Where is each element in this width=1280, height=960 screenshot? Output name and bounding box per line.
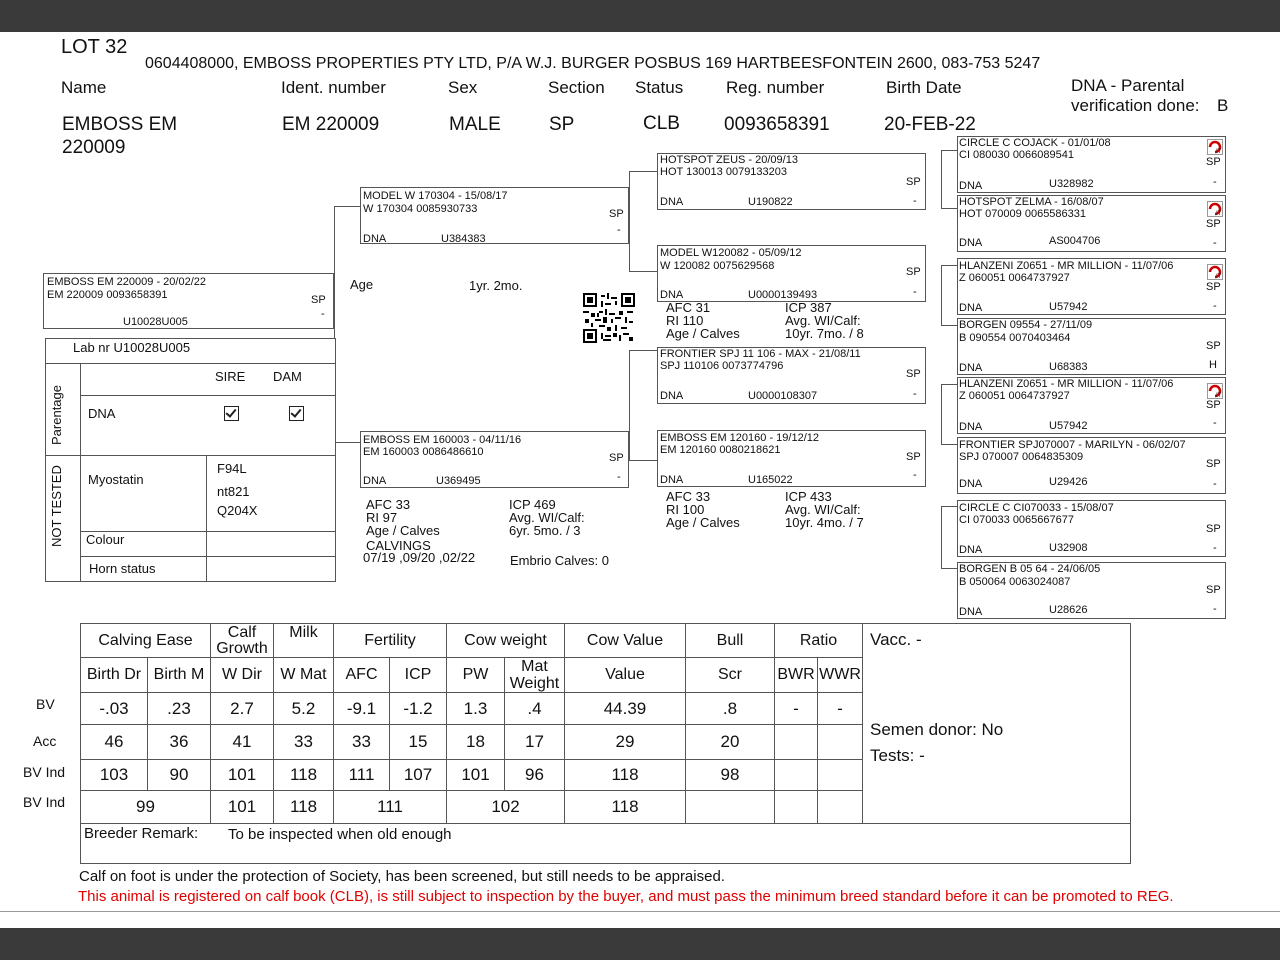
tests-note: Tests: -: [870, 746, 925, 765]
connector-line: [941, 208, 957, 209]
bv-ind-cell: 90: [148, 760, 211, 791]
group-bull: Bull: [686, 624, 775, 658]
embrio-calves: Embrio Calves: 0: [510, 553, 609, 568]
lot-number: LOT 32: [61, 36, 128, 58]
gen3-dna-label: DNA: [959, 606, 983, 618]
group-calf-growth: Calf Growth: [211, 624, 274, 658]
dam-section: SP: [609, 452, 624, 464]
label-dna-verification: verification done:: [1071, 96, 1200, 115]
bv-ind-combined-cell: 102: [447, 791, 565, 824]
label-ident: Ident. number: [281, 78, 386, 97]
gen3-card: [957, 500, 1226, 557]
gen3-id: CI 070033 0065667677: [959, 514, 1074, 526]
footer-divider: [0, 911, 1280, 912]
dna-row-label: DNA: [88, 406, 116, 421]
gen2-id: W 120082 0075629568: [660, 260, 775, 272]
label-status: Status: [635, 78, 684, 97]
bv-ind-cell: 98: [686, 760, 775, 791]
bv-ind-cell: 118: [565, 760, 686, 791]
connector-line: [334, 442, 360, 443]
connector-line: [941, 506, 942, 568]
sub-scr: Scr: [686, 658, 775, 693]
gen3-dash: -: [1213, 176, 1217, 188]
row-label-bv-ind: BV Ind: [23, 764, 66, 780]
gen3-title: HOTSPOT ZELMA - 16/08/07: [959, 196, 1104, 208]
connector-line: [629, 171, 630, 271]
gen3-section: SP: [1206, 281, 1221, 293]
gen3-id: B 090554 0070403464: [959, 332, 1071, 344]
gen3-title: HLANZENI Z0651 - MR MILLION - 11/07/06: [959, 260, 1174, 272]
connector-line: [941, 265, 942, 325]
gen2-age-calves-value: 10yr. 4mo. / 7: [785, 515, 864, 530]
bv-cell: .23: [148, 693, 211, 725]
bv-ind-combined-cell: 99: [81, 791, 211, 824]
gen2-afc: AFC 31: [666, 300, 711, 315]
dam-pedigree-card: [360, 431, 629, 488]
dam-avg-wi: Avg. WI/Calf:: [509, 510, 585, 525]
svg-text:IT: IT: [1216, 149, 1222, 155]
label-sex: Sex: [448, 78, 478, 97]
gen3-dash: -: [1213, 603, 1217, 615]
gen3-dna-label: DNA: [959, 237, 983, 249]
gen2-id: SPJ 110106 0073774796: [660, 360, 784, 372]
gen3-dna-code: U28626: [1049, 604, 1088, 616]
gen2-id: EM 120160 0080218621: [660, 444, 781, 456]
animal-card-section: SP: [311, 294, 326, 306]
bv-ind-cell: 118: [274, 760, 334, 791]
breeder-remark-row: [81, 824, 1131, 864]
gen2-title: EMBOSS EM 120160 - 19/12/12: [660, 432, 819, 444]
gen3-card: [957, 562, 1226, 619]
gen3-dash: -: [1213, 300, 1217, 312]
sub-value: Value: [565, 658, 686, 693]
connector-line: [629, 350, 630, 460]
svg-text:IT: IT: [1216, 211, 1222, 217]
breeder-remark-label: Breeder Remark:: [84, 825, 199, 842]
gen2-section: SP: [906, 176, 921, 188]
dam-ri: RI 97: [366, 510, 398, 525]
gen2-dna-code: U165022: [748, 474, 793, 486]
bv-ind-cell: [818, 760, 863, 791]
performance-table: [80, 623, 1131, 864]
gen2-ri: RI 100: [666, 502, 705, 517]
clb-warning: This animal is registered on calf book (CLB), is still subject to inspection by the buyer, and must pass the minimum breed standard before it can be promoted to REG.: [78, 888, 1174, 905]
acc-cell: 41: [211, 725, 274, 760]
sub-afc: AFC: [334, 658, 390, 693]
gen2-dna-code: U0000139493: [748, 289, 818, 301]
sub-w-dir: W Dir: [211, 658, 274, 693]
label-dna-parental: DNA - Parental: [1071, 76, 1185, 95]
animal-card-code: U10028U005: [123, 316, 188, 328]
sub-wwr: WWR: [818, 658, 863, 693]
bottom-bar: [0, 928, 1280, 960]
bv-ind-cell: 96: [505, 760, 565, 791]
gen3-dna-label: DNA: [959, 478, 983, 490]
gen3-dna-code: AS004706: [1049, 235, 1101, 247]
gen3-title: CIRCLE C COJACK - 01/01/08: [959, 137, 1111, 149]
bv-ind-combined-cell: 118: [565, 791, 686, 824]
bv-cell: 5.2: [274, 693, 334, 725]
parentage-label: Parentage: [49, 385, 64, 445]
gen3-dna-code: U68383: [1049, 361, 1088, 373]
gen3-dna-code: U32908: [1049, 542, 1088, 554]
connector-line: [941, 384, 942, 444]
group-cow-value: Cow Value: [565, 624, 686, 658]
gen2-dna-label: DNA: [660, 390, 684, 402]
bv-ind-combined-cell: [686, 791, 775, 824]
gen3-card: [957, 437, 1226, 494]
bv-cell: -1.2: [390, 693, 447, 725]
birth-value: 20-FEB-22: [884, 114, 976, 135]
gen3-dash: -: [1213, 478, 1217, 490]
gen2-title: FRONTIER SPJ 11 106 - MAX - 21/08/11: [660, 348, 861, 360]
dam-dna-code: U369495: [436, 475, 481, 487]
gen2-dna-code: U190822: [748, 196, 793, 208]
connector-line: [941, 384, 957, 385]
gen3-section: SP: [1206, 156, 1221, 168]
label-birth: Birth Date: [886, 78, 962, 97]
myostatin-f94l: F94L: [217, 461, 247, 476]
gen3-dash: -: [1213, 542, 1217, 554]
gen3-section: SP: [1206, 458, 1221, 470]
appraisal-note: Calf on foot is under the protection of Society, has been screened, but still needs to be appraised.: [79, 868, 725, 885]
myostatin-label: Myostatin: [88, 472, 144, 487]
colour-label: Colour: [86, 532, 125, 547]
bv-ind-cell: 103: [81, 760, 148, 791]
gen3-id: SPJ 070007 0064835309: [959, 451, 1084, 463]
gen3-card: [957, 195, 1226, 252]
gen3-id: Z 060051 0064737927: [959, 390, 1070, 402]
gen3-dna-label: DNA: [959, 421, 983, 433]
gen2-id: HOT 130013 0079133203: [660, 166, 788, 178]
bv-cell: .4: [505, 693, 565, 725]
acc-cell: 29: [565, 725, 686, 760]
sub-mat-weight: Mat Weight: [505, 658, 565, 693]
top-bar: [0, 0, 1280, 32]
age-value: 1yr. 2mo.: [469, 278, 523, 293]
sub-birth-dr: Birth Dr: [81, 658, 148, 693]
age-label: Age: [350, 277, 374, 292]
sub-w-mat: W Mat: [274, 658, 334, 693]
dam-title: EMBOSS EM 160003 - 04/11/16: [363, 434, 522, 446]
connector-line: [941, 150, 957, 151]
dam-dna-label: DNA: [363, 475, 387, 487]
gen2-afc: AFC 33: [666, 489, 711, 504]
animal-name-line1: EMBOSS EM: [62, 114, 178, 135]
group-fertility: Fertility: [334, 624, 447, 658]
acc-cell: 33: [274, 725, 334, 760]
bv-ind-cell: 107: [390, 760, 447, 791]
animal-card-id: EM 220009 0093658391: [47, 289, 168, 301]
gen3-id: CI 080030 0066089541: [959, 149, 1074, 161]
gen2-section: SP: [906, 451, 921, 463]
sire-dna-checkbox[interactable]: [224, 406, 239, 421]
sire-dna-code: U384383: [441, 233, 486, 245]
bv-cell: -.03: [81, 693, 148, 725]
gen2-dash: -: [913, 469, 917, 481]
gen3-section: SP: [1206, 584, 1221, 596]
notes-cell: [863, 624, 1131, 824]
bv-cell: -9.1: [334, 693, 390, 725]
not-tested-label: NOT TESTED: [49, 465, 64, 547]
gen3-card: [957, 136, 1226, 193]
connector-line: [629, 460, 657, 461]
svg-text:IT: IT: [1216, 393, 1222, 399]
bv-ind-combined-cell: 118: [274, 791, 334, 824]
gen2-dash: -: [913, 195, 917, 207]
dam-dash: -: [617, 471, 621, 483]
dam-afc: AFC 33: [366, 497, 411, 512]
animal-name-line2: 220009: [62, 137, 126, 158]
gen3-dna-code: U328982: [1049, 178, 1094, 190]
semen-donor-note: Semen donor: No: [870, 720, 1004, 739]
dam-dna-checkbox[interactable]: [289, 406, 304, 421]
gen3-title: FRONTIER SPJ070007 - MARILYN - 06/02/07: [959, 439, 1186, 451]
bv-ind-combined-cell: [775, 791, 818, 824]
gen3-id: Z 060051 0064737927: [959, 272, 1070, 284]
gen2-dna-label: DNA: [660, 196, 684, 208]
group-ratio: Ratio: [775, 624, 863, 658]
bv-ind-cell: 101: [211, 760, 274, 791]
connector-line: [941, 444, 957, 445]
gen2-dna-label: DNA: [660, 289, 684, 301]
acc-cell: 20: [686, 725, 775, 760]
breeder-remark-text: To be inspected when old enough: [228, 826, 452, 843]
sire-column-label: SIRE: [215, 369, 246, 384]
gen2-section: SP: [906, 368, 921, 380]
bv-ind-combined-cell: 111: [334, 791, 447, 824]
horn-status-label: Horn status: [89, 561, 156, 576]
acc-cell: 15: [390, 725, 447, 760]
label-reg: Reg. number: [726, 78, 825, 97]
gen3-section: SP: [1206, 399, 1221, 411]
acc-cell: 33: [334, 725, 390, 760]
breed-society-logo-icon: [1207, 201, 1223, 217]
ident-value: EM 220009: [282, 114, 380, 135]
paternal-granddam-card: [657, 245, 926, 302]
gen2-icp: ICP 433: [785, 489, 832, 504]
acc-cell: [818, 725, 863, 760]
gen2-dash: -: [913, 286, 917, 298]
calving-dates: 07/19 ,09/20 ,02/22: [363, 550, 476, 565]
vaccination-note: Vacc. -: [870, 630, 922, 649]
maternal-grandsire-card: [657, 347, 926, 404]
gen3-id: B 050064 0063024087: [959, 576, 1071, 588]
acc-cell: [775, 725, 818, 760]
connector-line: [941, 150, 942, 208]
animal-pedigree-card: [43, 273, 334, 329]
row-label-acc: Acc: [33, 733, 57, 749]
sire-pedigree-card: [360, 187, 629, 244]
bv-cell: -: [775, 693, 818, 725]
breed-society-logo-icon: [1207, 264, 1223, 280]
gen2-title: HOTSPOT ZEUS - 20/09/13: [660, 154, 798, 166]
label-section: Section: [548, 78, 605, 97]
bv-cell: .8: [686, 693, 775, 725]
gen3-dna-code: U29426: [1049, 476, 1088, 488]
maternal-granddam-card: [657, 430, 926, 487]
gen3-title: HLANZENI Z0651 - MR MILLION - 11/07/06: [959, 378, 1174, 390]
myostatin-q204x: Q204X: [217, 503, 258, 518]
gen2-age-calves-label: Age / Calves: [666, 326, 740, 341]
gen2-icp: ICP 387: [785, 300, 832, 315]
bv-ind-cell: [775, 760, 818, 791]
row-label-bv-ind-combined: BV Ind: [23, 794, 66, 810]
gen3-dna-label: DNA: [959, 302, 983, 314]
dam-id: EM 160003 0086486610: [363, 446, 484, 458]
gen3-card: [957, 377, 1226, 434]
acc-cell: 18: [447, 725, 505, 760]
group-calving-ease: Calving Ease: [81, 624, 211, 658]
calvings-label: CALVINGS: [366, 538, 431, 553]
connector-line: [629, 171, 657, 172]
sire-dna-label: DNA: [363, 233, 387, 245]
dna-verification-value: B: [1217, 96, 1229, 115]
sub-icp: ICP: [390, 658, 447, 693]
svg-text:IT: IT: [1216, 274, 1222, 280]
gen3-section: SP: [1206, 218, 1221, 230]
bv-ind-combined-cell: [818, 791, 863, 824]
acc-cell: 36: [148, 725, 211, 760]
gen3-dash: -: [1213, 417, 1217, 429]
acc-cell: 17: [505, 725, 565, 760]
breed-society-logo-icon: [1207, 139, 1223, 155]
sex-value: MALE: [449, 114, 501, 135]
myostatin-nt821: nt821: [217, 484, 250, 499]
gen3-card: [957, 318, 1226, 375]
lab-results-panel: [45, 338, 336, 582]
status-value: CLB: [643, 113, 680, 134]
gen3-dna-code: U57942: [1049, 420, 1088, 432]
gen2-avg-wi: Avg. WI/Calf:: [785, 502, 861, 517]
group-milk: Milk: [274, 624, 334, 658]
section-value: SP: [549, 114, 575, 135]
gen2-dna-label: DNA: [660, 474, 684, 486]
gen2-dna-code: U0000108307: [748, 390, 818, 402]
gen3-section: SP: [1206, 523, 1221, 535]
breed-society-logo-icon: [1207, 383, 1223, 399]
sub-pw: PW: [447, 658, 505, 693]
dam-age-calves-value: 6yr. 5mo. / 3: [509, 523, 581, 538]
gen3-dna-label: DNA: [959, 362, 983, 374]
sire-id: W 170304 0085930733: [363, 203, 478, 215]
sire-dash: -: [617, 224, 621, 236]
gen2-dash: -: [913, 388, 917, 400]
bv-cell: 2.7: [211, 693, 274, 725]
gen3-dna-code: U57942: [1049, 301, 1088, 313]
connector-line: [334, 206, 360, 207]
lab-number: Lab nr U10028U005: [73, 340, 191, 355]
gen2-ri: RI 110: [666, 313, 704, 328]
gen2-title: MODEL W120082 - 05/09/12: [660, 247, 802, 259]
connector-line: [941, 325, 957, 326]
connector-line: [629, 350, 657, 351]
acc-cell: 46: [81, 725, 148, 760]
sire-title: MODEL W 170304 - 15/08/17: [363, 190, 508, 202]
gen3-horn-code: H: [1209, 359, 1217, 371]
gen2-age-calves-label: Age / Calves: [666, 515, 740, 530]
row-label-bv: BV: [36, 696, 55, 712]
label-name: Name: [61, 78, 107, 97]
gen3-title: CIRCLE C CI070033 - 15/08/07: [959, 502, 1114, 514]
bv-ind-combined-cell: 101: [211, 791, 274, 824]
dam-icp: ICP 469: [509, 497, 556, 512]
gen3-dash: -: [1213, 237, 1217, 249]
animal-card-dash: -: [321, 308, 325, 320]
reg-value: 0093658391: [724, 114, 830, 135]
qr-code: [583, 293, 635, 343]
connector-line: [941, 506, 957, 507]
gen3-dna-label: DNA: [959, 544, 983, 556]
animal-card-title: EMBOSS EM 220009 - 20/02/22: [47, 276, 206, 288]
gen3-dna-label: DNA: [959, 180, 983, 192]
connector-line: [941, 265, 957, 266]
bv-cell: 44.39: [565, 693, 686, 725]
sire-section: SP: [609, 208, 624, 220]
connector-line: [941, 568, 957, 569]
bv-ind-cell: 111: [334, 760, 390, 791]
gen3-id: HOT 070009 0065586331: [959, 208, 1087, 220]
gen3-section: SP: [1206, 340, 1221, 352]
bv-cell: -: [818, 693, 863, 725]
sub-bwr: BWR: [775, 658, 818, 693]
gen3-card: [957, 258, 1226, 315]
paternal-grandsire-card: [657, 153, 926, 210]
gen3-title: BORGEN B 05 64 - 24/06/05: [959, 563, 1101, 575]
group-cow-weight: Cow weight: [447, 624, 565, 658]
gen2-section: SP: [906, 266, 921, 278]
gen3-title: BORGEN 09554 - 27/11/09: [959, 319, 1093, 331]
owner-details: 0604408000, EMBOSS PROPERTIES PTY LTD, P/A W.J. BURGER POSBUS 169 HARTBEESFONTEIN 2600, 083-753 5247: [145, 55, 1041, 72]
gen2-avg-wi: Avg. WI/Calf:: [785, 313, 861, 328]
connector-line: [629, 271, 657, 272]
dam-age-calves-label: Age / Calves: [366, 523, 440, 538]
gen2-age-calves-value: 10yr. 7mo. / 8: [785, 326, 864, 341]
bv-cell: 1.3: [447, 693, 505, 725]
bv-ind-cell: 101: [447, 760, 505, 791]
dam-column-label: DAM: [273, 369, 302, 384]
sub-birth-m: Birth M: [148, 658, 211, 693]
